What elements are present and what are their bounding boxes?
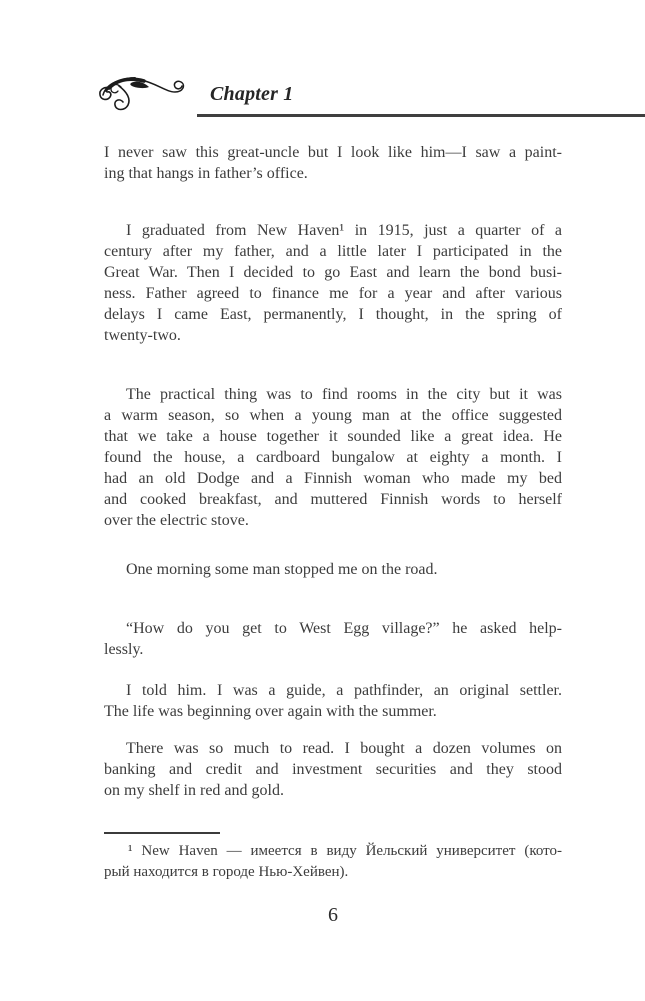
text-line: Great War. Then I decided to go East and learn the bond busi- [104, 264, 562, 281]
text-line: I never saw this great-uncle but I look like him—I saw a paint- [104, 144, 562, 161]
text-line: ¹ New Haven — имеется в виду Йельский университет (кото- [128, 843, 562, 859]
text-line: a warm season, so when a young man at the office suggested [104, 407, 562, 424]
paragraph [104, 220, 562, 346]
paragraph [104, 680, 562, 722]
text-line: I graduated from New Haven¹ in 1915, just a quarter of a [126, 222, 562, 239]
text-line: The practical thing was to find rooms in the city but it was [126, 386, 562, 403]
paragraph [104, 738, 562, 801]
page-number: 6 [328, 904, 338, 926]
text-line: lessly. [104, 641, 144, 658]
text-line: рый находится в городе Нью-Хейвен). [104, 864, 349, 880]
paragraph [104, 618, 562, 660]
text-line: ness. Father agreed to finance me for a year and after various [104, 285, 562, 302]
text-line: “How do you get to West Egg village?” he asked help- [126, 620, 562, 637]
text-line: I told him. I was a guide, a pathfinder, an original settler. [126, 682, 562, 699]
text-line: There was so much to read. I bought a dozen volumes on [126, 740, 562, 757]
text-line: One morning some man stopped me on the road. [126, 561, 438, 578]
text-line: twenty-two. [104, 327, 181, 344]
header-rule [197, 114, 645, 117]
text-line: and cooked breakfast, and muttered Finnish words to herself [104, 491, 562, 508]
text-line: banking and credit and investment securities and they stood [104, 761, 562, 778]
text-line: delays I came East, permanently, I thought, in the spring of [104, 306, 562, 323]
chapter-title: Chapter 1 [210, 83, 294, 105]
text-line: ing that hangs in father’s office. [104, 165, 308, 182]
text-line: found the house, a cardboard bungalow at eighty a month. I [104, 449, 562, 466]
flourish-ornament-icon [97, 74, 197, 117]
text-line: that we take a house together it sounded like a great idea. He [104, 428, 562, 445]
text-line: The life was beginning over again with the summer. [104, 703, 437, 720]
text-line: on my shelf in red and gold. [104, 782, 284, 799]
footnote [104, 841, 562, 883]
paragraph [104, 142, 562, 184]
text-line: had an old Dodge and a Finnish woman who made my bed [104, 470, 562, 487]
paragraph [104, 384, 562, 531]
text-line: over the electric stove. [104, 512, 249, 529]
paragraph [104, 559, 562, 580]
footnote-separator [104, 832, 220, 834]
text-line: century after my father, and a little later I participated in the [104, 243, 562, 260]
